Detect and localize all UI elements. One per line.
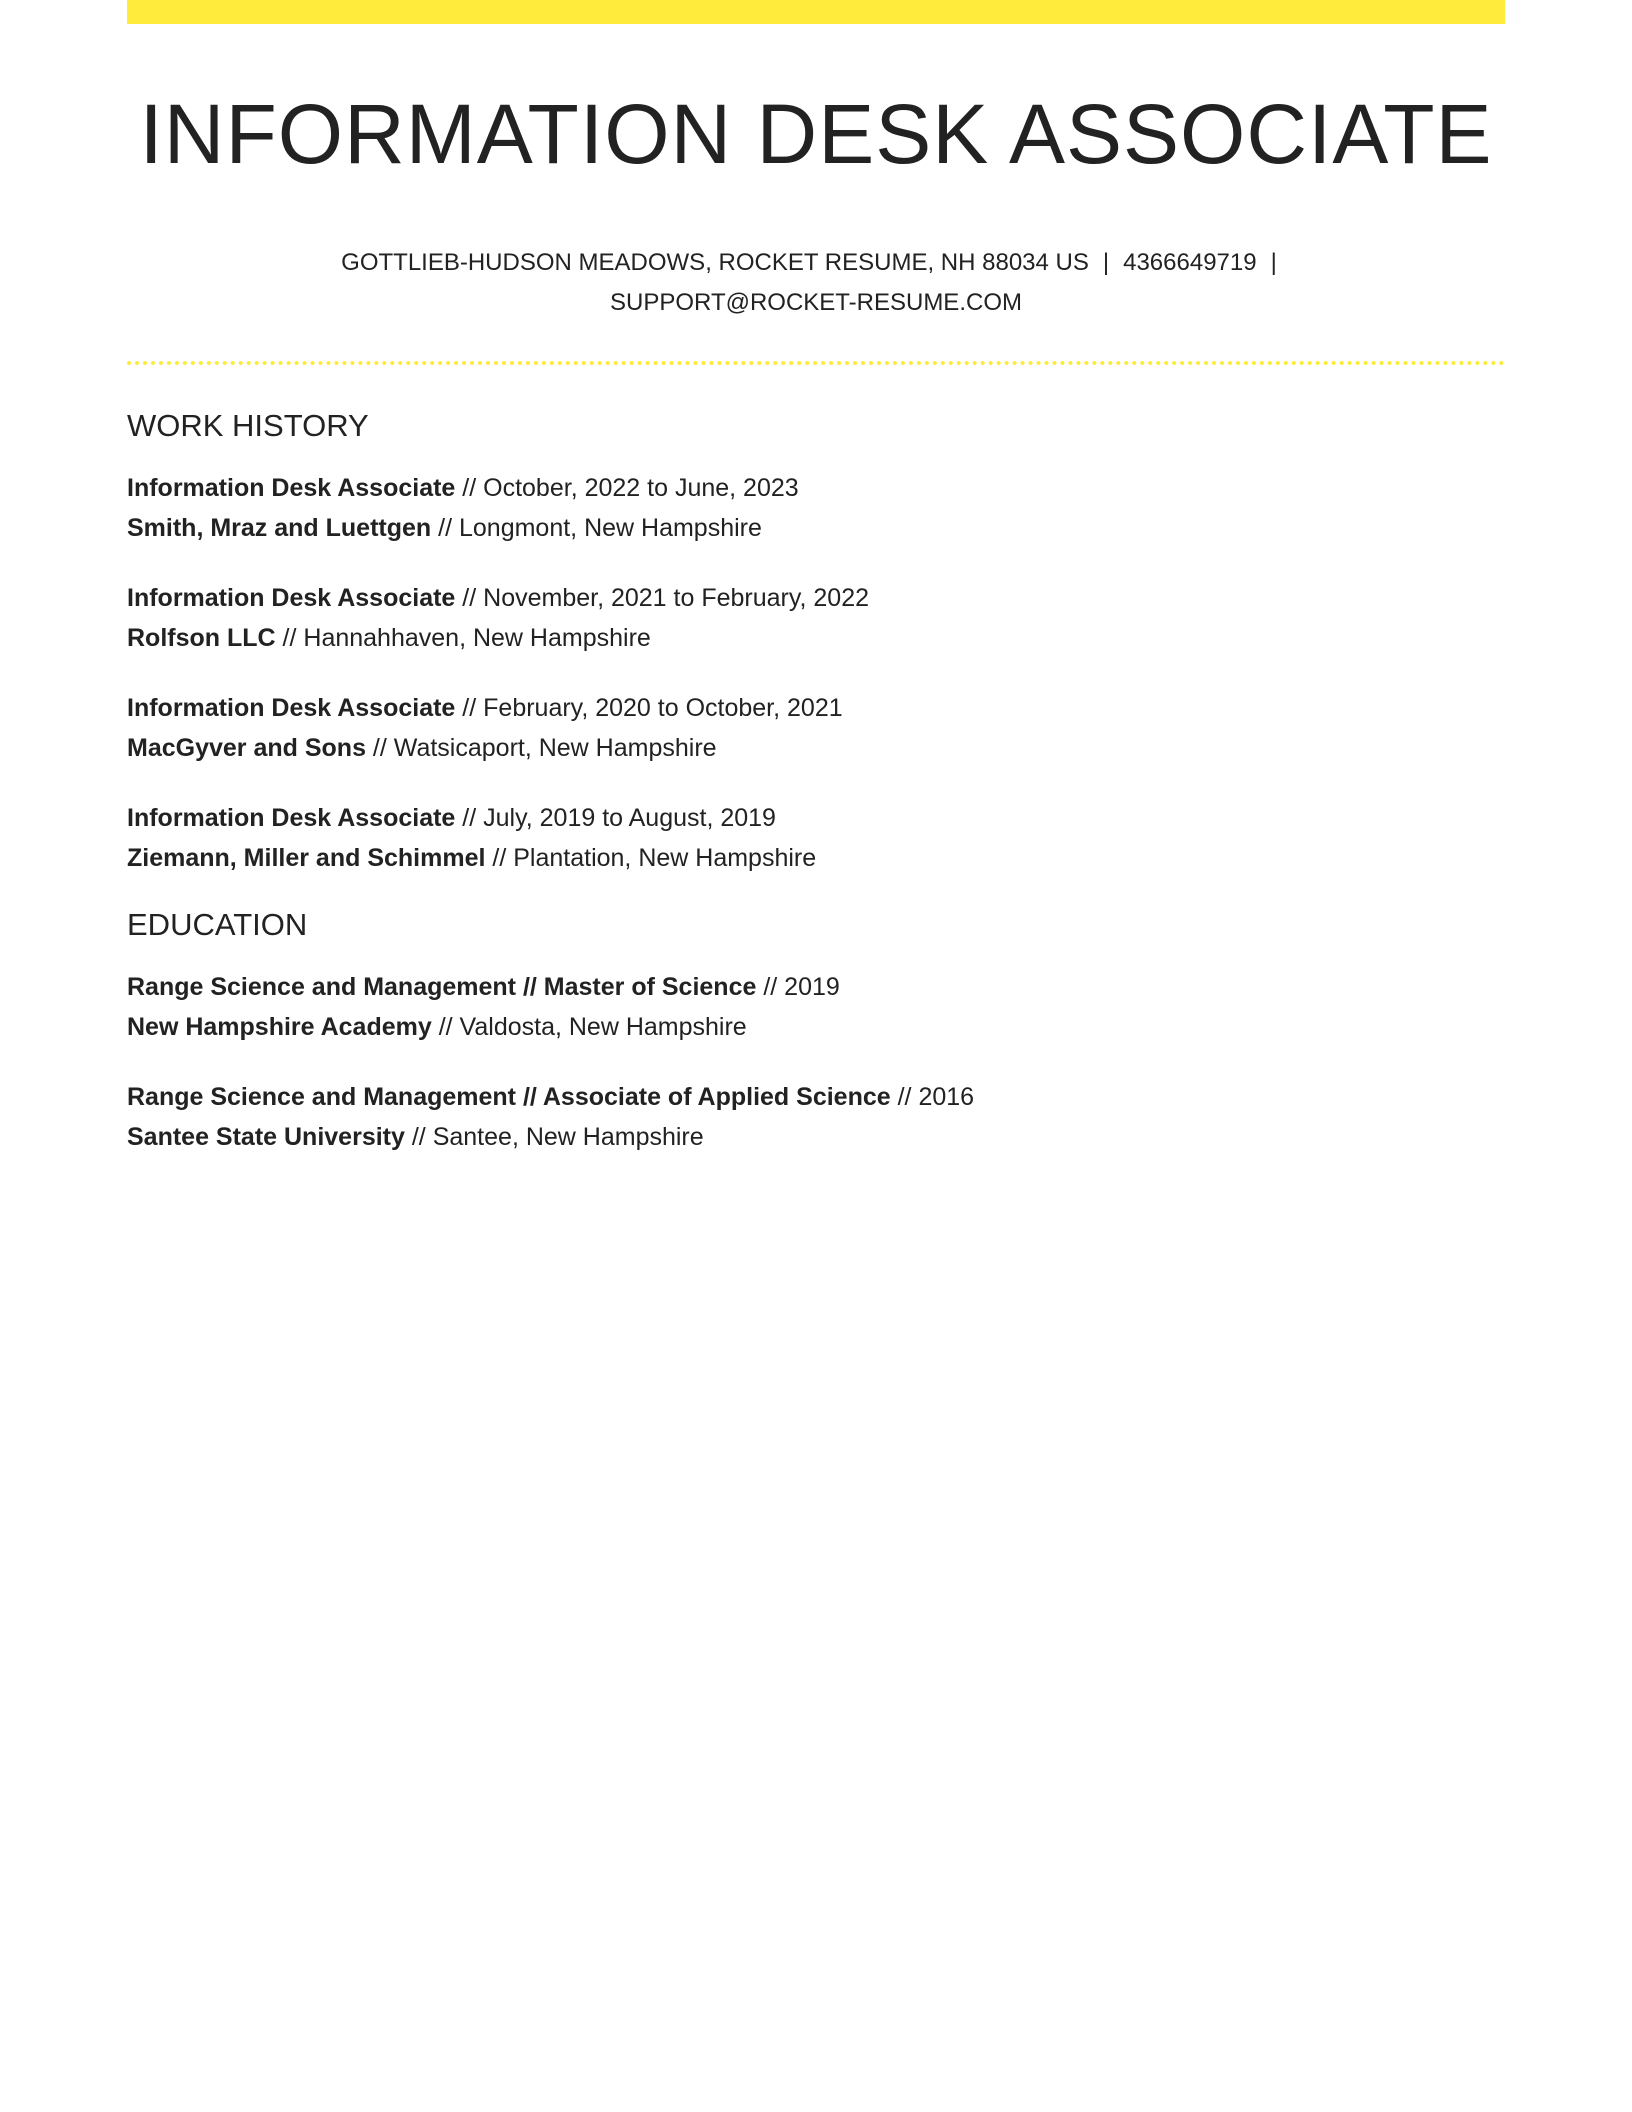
contact-separator: | bbox=[1102, 248, 1110, 276]
education-entry bbox=[127, 1077, 1505, 1157]
connector: // bbox=[275, 623, 304, 652]
company-location: Longmont, New Hampshire bbox=[458, 513, 762, 542]
contact-line-1 bbox=[127, 243, 1505, 283]
company-name: Rolfson LLC bbox=[127, 623, 276, 652]
education-entry-school-line bbox=[127, 1007, 1505, 1047]
contact-phone: 4366649719 bbox=[1123, 248, 1257, 276]
work-entry-title-line bbox=[127, 578, 1505, 618]
company-name: Ziemann, Miller and Schimmel bbox=[127, 843, 486, 872]
connector: // bbox=[485, 843, 514, 872]
job-title: Information Desk Associate bbox=[127, 473, 456, 502]
job-dates: February, 2020 to October, 2021 bbox=[483, 693, 843, 722]
work-entry-company-line bbox=[127, 508, 1505, 548]
connector: // bbox=[455, 693, 484, 722]
work-history-heading: WORK HISTORY bbox=[127, 407, 369, 443]
contact-email: SUPPORT@ROCKET-RESUME.COM bbox=[610, 288, 1022, 316]
job-title: Information Desk Associate bbox=[127, 583, 456, 612]
connector: // bbox=[455, 473, 484, 502]
connector: // bbox=[431, 513, 459, 542]
connector: // bbox=[890, 1083, 919, 1112]
graduation-year: 2016 bbox=[918, 1083, 975, 1112]
work-entry-title-line bbox=[127, 688, 1505, 728]
work-entry-title-line bbox=[127, 468, 1505, 508]
dotted-divider bbox=[127, 361, 1505, 365]
job-title: Information Desk Associate bbox=[127, 693, 456, 722]
work-entry-company-line bbox=[127, 728, 1505, 768]
company-location: Hannahhaven, New Hampshire bbox=[303, 623, 651, 652]
work-entry bbox=[127, 688, 1505, 768]
education-entry-degree-line bbox=[127, 1077, 1505, 1117]
company-name: Smith, Mraz and Luettgen bbox=[127, 513, 432, 542]
connector: // bbox=[756, 973, 785, 1002]
education-entry-degree-line bbox=[127, 967, 1505, 1007]
work-entry bbox=[127, 578, 1505, 658]
school-location: Valdosta, New Hampshire bbox=[459, 1013, 747, 1042]
contact-separator: | bbox=[1270, 248, 1277, 276]
connector: // bbox=[365, 733, 394, 762]
graduation-year: 2019 bbox=[784, 973, 840, 1002]
contact-line-2 bbox=[127, 283, 1505, 323]
connector: // bbox=[404, 1123, 433, 1152]
job-dates: October, 2022 to June, 2023 bbox=[483, 473, 799, 502]
connector: // bbox=[455, 803, 484, 832]
job-title: Information Desk Associate bbox=[127, 803, 456, 832]
page-title: INFORMATION DESK ASSOCIATE bbox=[139, 87, 1493, 181]
work-entry bbox=[127, 468, 1505, 548]
company-name: MacGyver and Sons bbox=[127, 733, 366, 762]
contact-address: GOTTLIEB-HUDSON MEADOWS, ROCKET RESUME, NH 88034 US bbox=[341, 248, 1089, 276]
connector: // bbox=[455, 583, 484, 612]
company-location: Watsicaport, New Hampshire bbox=[393, 733, 717, 762]
work-entry-title-line bbox=[127, 798, 1505, 838]
job-dates: November, 2021 to February, 2022 bbox=[483, 583, 870, 612]
school-name: Santee State University bbox=[127, 1123, 405, 1152]
education-entry bbox=[127, 967, 1505, 1047]
work-entry bbox=[127, 798, 1505, 878]
contact-info bbox=[127, 243, 1505, 323]
resume-page bbox=[127, 0, 1505, 1157]
education-entry-school-line bbox=[127, 1117, 1505, 1157]
degree-name: Range Science and Management // Associate of Applied Science bbox=[127, 1083, 891, 1112]
degree-name: Range Science and Management // Master of Science bbox=[127, 973, 757, 1002]
job-dates: July, 2019 to August, 2019 bbox=[483, 803, 776, 832]
school-location: Santee, New Hampshire bbox=[432, 1123, 704, 1152]
work-entry-company-line bbox=[127, 838, 1505, 878]
connector: // bbox=[431, 1013, 460, 1042]
education-heading: EDUCATION bbox=[127, 906, 308, 942]
work-entry-company-line bbox=[127, 618, 1505, 658]
accent-top-bar bbox=[127, 0, 1505, 24]
company-location: Plantation, New Hampshire bbox=[513, 843, 817, 872]
school-name: New Hampshire Academy bbox=[127, 1013, 432, 1042]
